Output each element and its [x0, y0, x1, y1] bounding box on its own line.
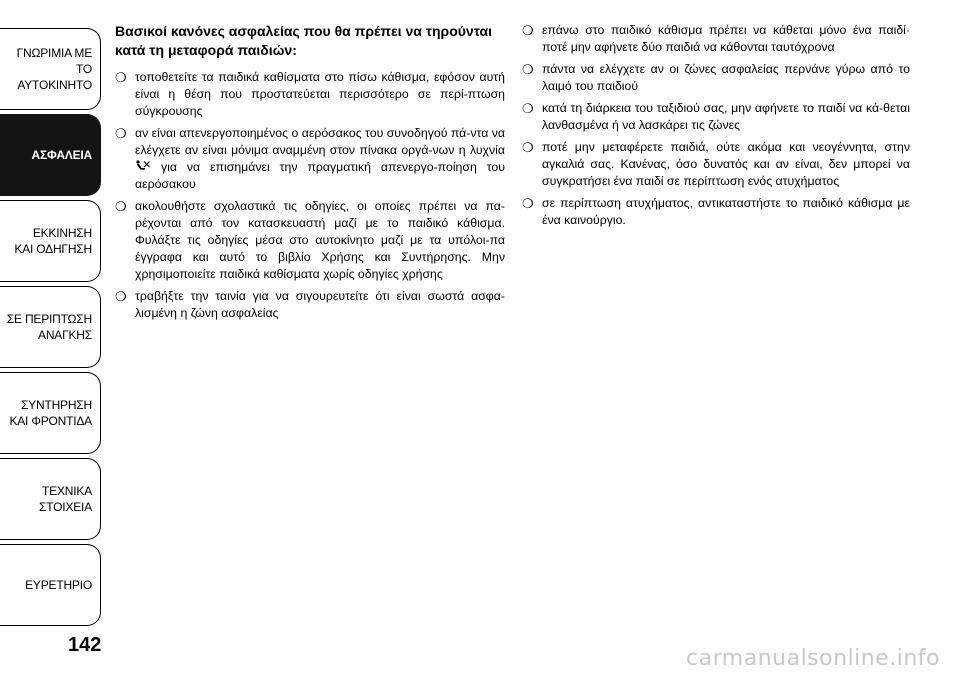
bullet-circle-icon: ❍ [522, 140, 534, 155]
list-item-text: τοποθετείτε τα παιδικά καθίσματα στο πίσω κάθισμα, εφόσον αυτή είναι η θέση που προστατεύεται περισσότερο σε περί-πτωση σύγκρουσης [135, 70, 505, 118]
list-item-text: για να επισημάνει την πραγματική απενεργο-ποίηση του αερόσακου [135, 160, 505, 191]
tab-getting-to-know-car[interactable] [0, 28, 101, 110]
left-column [115, 22, 505, 327]
tab-maintenance-care[interactable] [0, 372, 101, 454]
list-item-text: σε περίπτωση ατυχήματος, αντικαταστήστε το παιδικό κάθισμα με ένα καινούργιο. [542, 196, 910, 227]
bullet-circle-icon: ❍ [522, 62, 534, 77]
list-item [522, 22, 910, 56]
section-heading: Βασικοί κανόνες ασφαλείας που θα πρέπει να τηρούνται κατά τη μεταφορά παιδιών: [115, 23, 493, 58]
list-item [522, 139, 910, 190]
tab-starting-driving[interactable] [0, 200, 101, 282]
list-item [115, 69, 505, 120]
list-item [522, 100, 910, 134]
tab-safety[interactable] [0, 114, 101, 196]
airbag-off-warning-icon [135, 160, 151, 172]
bullet-circle-icon: ❍ [115, 199, 127, 214]
list-item-text: τραβήξτε την ταινία για να σιγουρευτείτε ότι είναι σωστά ασφα-λισμένη η ζώνη ασφαλείας [135, 289, 505, 320]
bullet-circle-icon: ❍ [115, 126, 127, 141]
tab-technical-data[interactable] [0, 458, 101, 540]
bullet-circle-icon: ❍ [522, 23, 534, 38]
tab-label: ΑΣΦΑΛΕΙΑ [31, 148, 92, 162]
bullet-circle-icon: ❍ [522, 101, 534, 116]
list-item-text: ακολουθήστε σχολαστικά τις οδηγίες, οι οποίες πρέπει να πα-ρέχονται από τον κατασκευαστή μαζί με το παιδικό κάθισμα. Φυλάξτε τις οδηγίες μέσα στο αυτοκίνητο μαζί με τα υπόλοι-πα έγγραφα και αυτό το βιβλίο Χρήσης και Συντήρησης. Μην χρησιμοποιείτε παιδικά καθίσματα χωρίς οδηγίες χρήσης [135, 199, 505, 281]
tab-label: ΕΥΡΕΤΗΡΙΟ [25, 578, 92, 592]
right-column [522, 22, 910, 234]
list-item-text: ποτέ μην μεταφέρετε παιδιά, ούτε ακόμα και νεογέννητα, στην αγκαλιά σας. Κανένας, όσο δυνατός και αν είναι, δεν μπορεί να συγκρατήσει ένα παιδί σε περίπτωση ενός ατυχήματος [542, 140, 910, 188]
tab-label: ΤΕΧΝΙΚΑ ΣΤΟΙΧΕΙΑ [39, 484, 92, 514]
list-item-text: επάνω στο παιδικό κάθισμα πρέπει να κάθεται μόνο ένα παιδί· ποτέ μην αφήνετε δύο παιδιά να κάθονται ταυτόχρονα [542, 23, 910, 54]
list-item-text: αν είναι απενεργοποιημένος ο αερόσακος του συνοδηγού πά-ντα να ελέγχετε αν είναι μόνιμα αναμμένη στον πίνακα οργά-νων η λυχνία [135, 126, 505, 157]
tab-label: ΓΝΩΡΙΜΙΑ ΜΕ ΤΟ ΑΥΤΟΚΙΝΗΤΟ [16, 46, 92, 92]
bullet-circle-icon: ❍ [115, 289, 127, 304]
page-number: 142 [68, 634, 102, 656]
tab-label: ΣΕ ΠΕΡΙΠΤΩΣΗ ΑΝΑΓΚΗΣ [6, 312, 92, 342]
tab-label: ΣΥΝΤΗΡΗΣΗ ΚΑΙ ΦΡΟΝΤΙΔΑ [9, 398, 92, 428]
safety-rules-list-continued [522, 22, 910, 229]
list-item [522, 195, 910, 229]
list-item [115, 198, 505, 283]
safety-rules-list [115, 69, 505, 322]
tab-emergency[interactable] [0, 286, 101, 368]
list-item-text: πάντα να ελέγχετε αν οι ζώνες ασφαλείας περνάνε γύρω από το λαιμό του παιδιού [542, 62, 910, 93]
watermark: carmanualsonline.info [686, 646, 940, 671]
bullet-circle-icon: ❍ [115, 70, 127, 85]
tab-label: ΕΚΚΙΝΗΣΗ ΚΑΙ ΟΔΗΓΗΣΗ [14, 226, 92, 256]
list-item [115, 288, 505, 322]
bullet-circle-icon: ❍ [522, 196, 534, 211]
list-item [115, 125, 505, 193]
tab-index[interactable] [0, 544, 101, 626]
list-item [522, 61, 910, 95]
list-item-text: κατά τη διάρκεια του ταξιδιού σας, μην αφήνετε το παιδί να κά-θεται λανθασμένα ή να λασκάρει τις ζώνες [542, 101, 910, 132]
